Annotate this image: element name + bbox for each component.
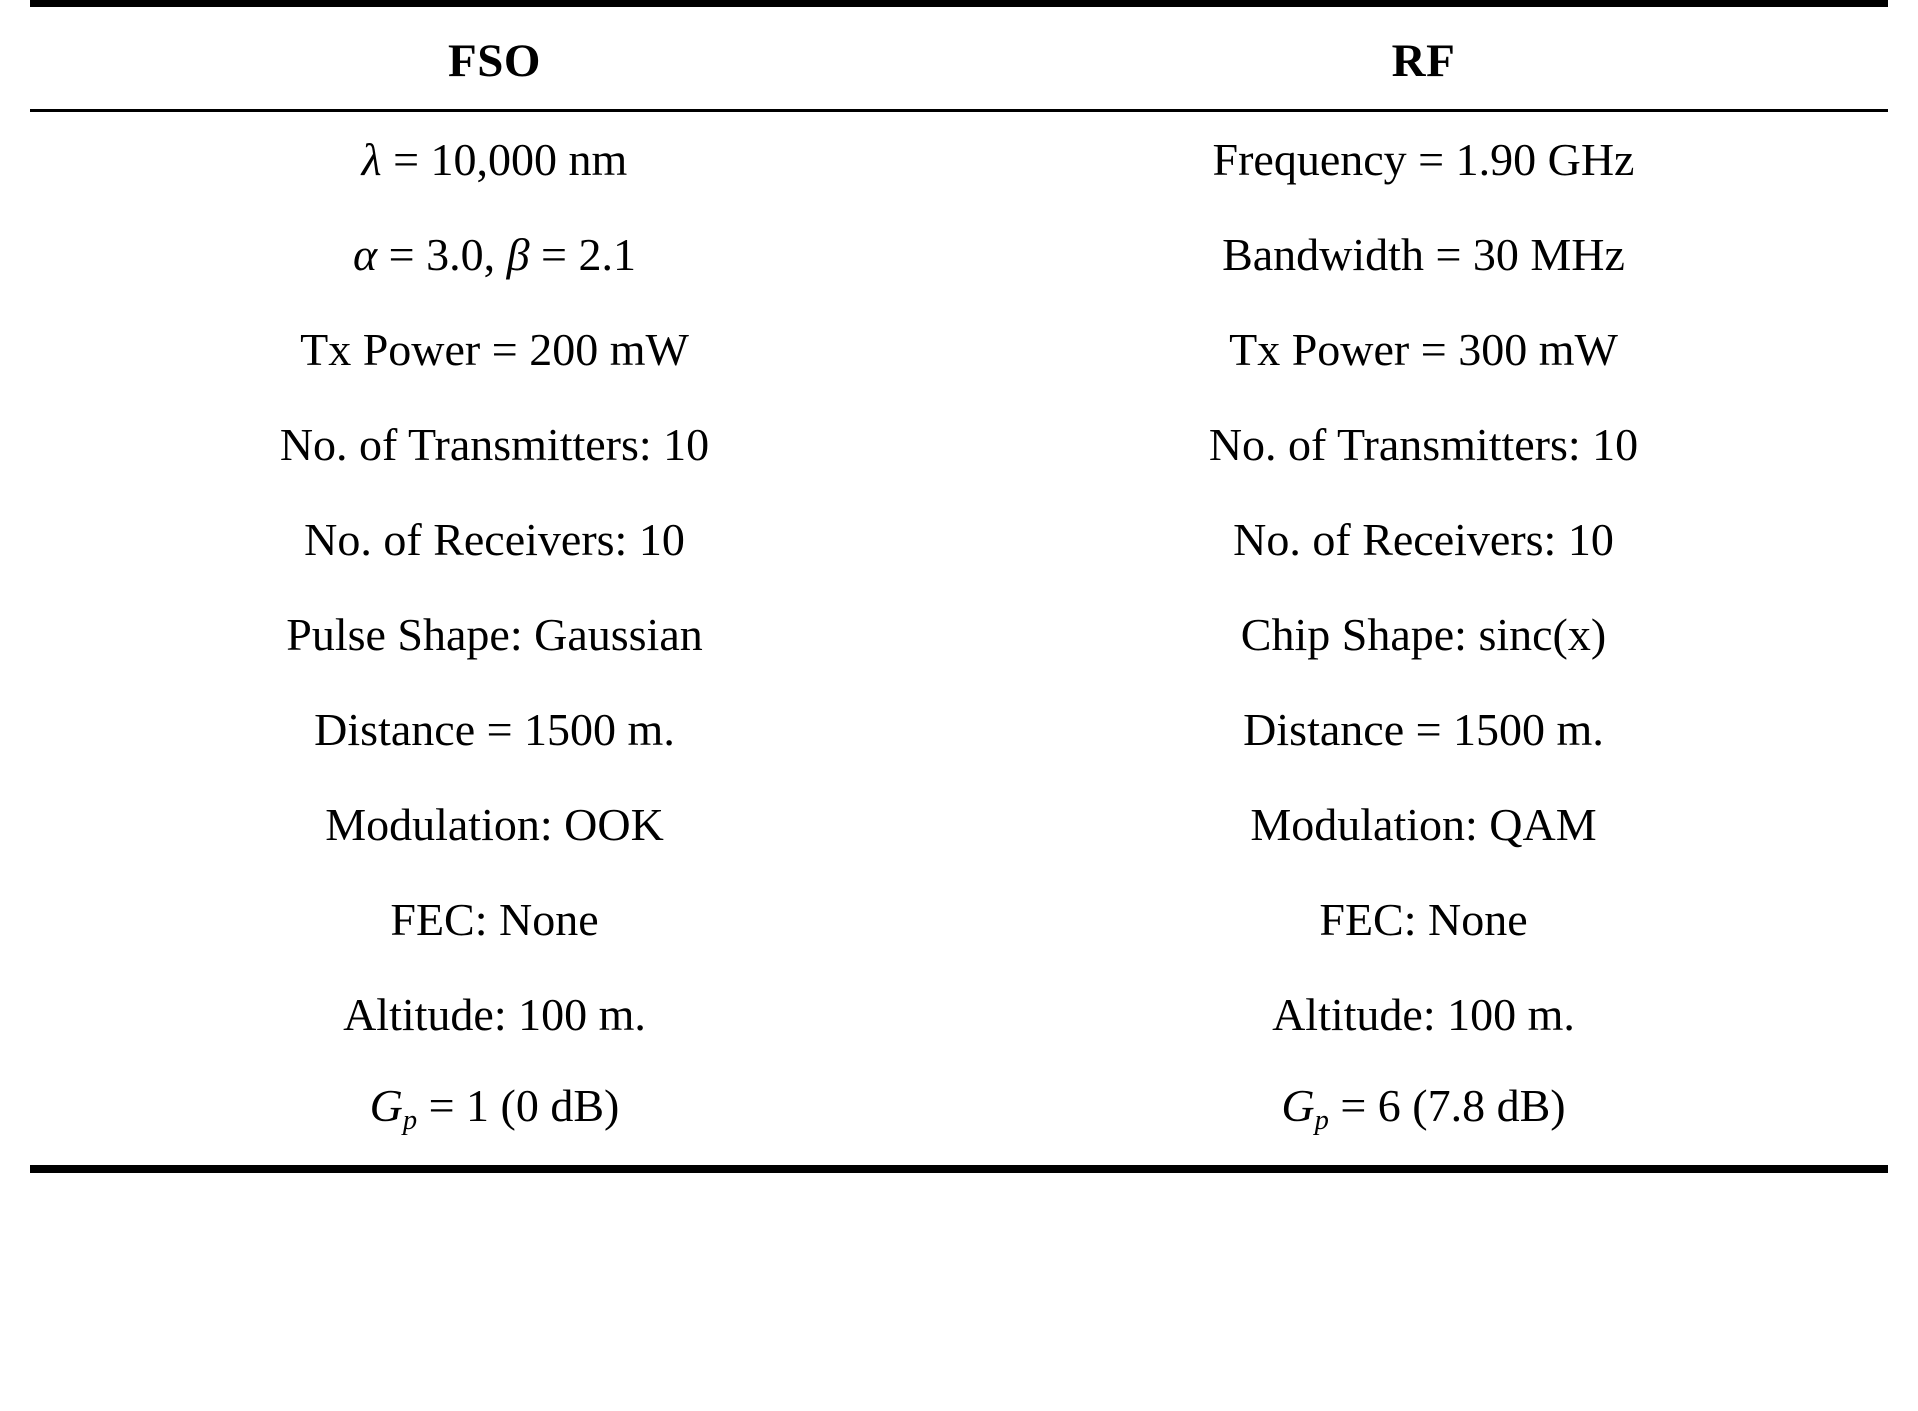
gp-subscript-rf: p [1314, 1105, 1329, 1137]
gp-symbol-fso: G [369, 1080, 403, 1132]
cell-rf-frequency: Frequency = 1.90 GHz [1212, 133, 1635, 185]
table-row [30, 112, 1888, 207]
gp-subscript-fso: p [402, 1105, 418, 1137]
parameters-table-header [30, 13, 1888, 109]
cell-rf-transmitters: No. of Transmitters: 10 [1208, 418, 1639, 470]
table-row [30, 397, 1888, 492]
column-header-rf: RF [1391, 34, 1456, 87]
cell-fso-fec: FEC: None [390, 893, 599, 945]
cell-rf-chip-shape: Chip Shape: sinc(x) [1240, 608, 1607, 660]
cell-rf-receivers: No. of Receivers: 10 [1233, 513, 1614, 565]
cell-rf-fec: FEC: None [1319, 893, 1528, 945]
table-row [30, 207, 1888, 302]
parameters-table-body [30, 112, 1888, 1157]
cell-fso-pulse-shape: Pulse Shape: Gaussian [286, 608, 703, 660]
table-row [30, 967, 1888, 1062]
gp-value-rf: = 6 (7.8 dB) [1328, 1080, 1566, 1132]
cell-fso-tx-power: Tx Power = 200 mW [300, 323, 689, 375]
cell-rf-altitude: Altitude: 100 m. [1272, 988, 1575, 1040]
table-header-row [30, 13, 1888, 109]
table-bottom-spacer [30, 1157, 1888, 1165]
table-row [30, 492, 1888, 587]
table-row [30, 872, 1888, 967]
table-row [30, 682, 1888, 777]
gp-symbol-rf: G [1281, 1080, 1315, 1132]
table-row [30, 587, 1888, 682]
cell-fso-processing-gain [30, 1062, 959, 1157]
column-header-fso: FSO [448, 34, 541, 87]
cell-rf-modulation: Modulation: QAM [1250, 798, 1597, 850]
cell-fso-alpha-beta: α = 3.0, β = 2.1 [353, 228, 636, 280]
cell-rf-tx-power: Tx Power = 300 mW [1229, 323, 1618, 375]
cell-fso-receivers: No. of Receivers: 10 [304, 513, 685, 565]
cell-fso-altitude: Altitude: 100 m. [343, 988, 646, 1040]
cell-rf-bandwidth: Bandwidth = 30 MHz [1222, 228, 1625, 280]
table-row [30, 777, 1888, 872]
table-row [30, 302, 1888, 397]
cell-fso-transmitters: No. of Transmitters: 10 [279, 418, 710, 470]
table-row [30, 1062, 1888, 1157]
table-top-rule [30, 0, 1888, 7]
cell-rf-processing-gain [959, 1062, 1888, 1157]
cell-fso-wavelength: λ = 10,000 nm [361, 133, 628, 185]
table-bottom-rule [30, 1165, 1888, 1173]
cell-fso-modulation: Modulation: OOK [325, 798, 664, 850]
gp-value-fso: = 1 (0 dB) [417, 1080, 620, 1132]
cell-rf-distance: Distance = 1500 m. [1243, 703, 1604, 755]
cell-fso-distance: Distance = 1500 m. [314, 703, 675, 755]
